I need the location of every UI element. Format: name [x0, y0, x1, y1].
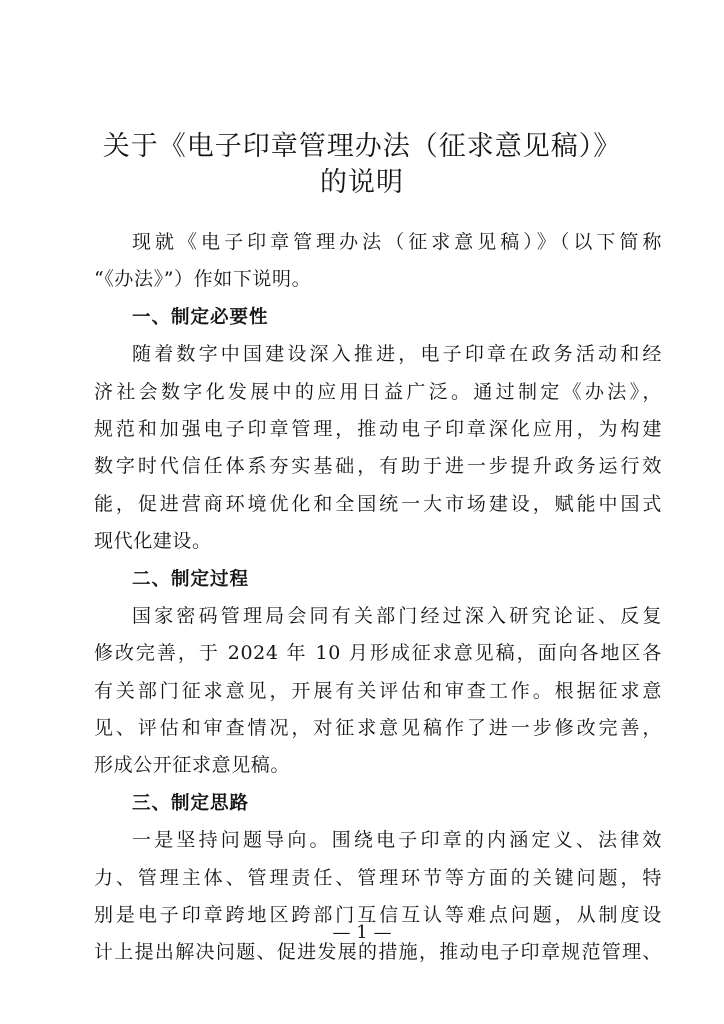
paragraph-line: 现代化建设。 [94, 530, 212, 553]
section-heading: 三、制定思路 [132, 792, 250, 814]
paragraph-line: 别是电子印章跨地区跨部门互信互认等难点问题，从制度设 [94, 904, 662, 927]
paragraph-line: 随着数字中国建设深入推进，电子印章在政务活动和经 [132, 343, 662, 366]
document-body [94, 224, 662, 972]
paragraph-line: 形成公开征求意见稿。 [94, 754, 291, 777]
paragraph-line: 计上提出解决问题、促进发展的措施，推动电子印章规范管理、 [94, 941, 662, 964]
document-title-line-1: 关于《电子印章管理办法（征求意见稿）》 [102, 131, 622, 162]
paragraph-line: 有关部门征求意见，开展有关评估和审查工作。根据征求意 [94, 679, 662, 702]
paragraph-line: 一是坚持问题导向。围绕电子印章的内涵定义、法律效 [132, 829, 662, 852]
intro-line: 现就《电子印章管理办法（征求意见稿）》（以下简称 [132, 231, 662, 253]
page-number: — 1 — [332, 922, 392, 943]
paragraph-line: 济社会数字化发展中的应用日益广泛。通过制定《办法》， [94, 380, 662, 403]
paragraph-line: 见、评估和审查情况，对征求意见稿作了进一步修改完善， [94, 717, 662, 740]
intro-line: “《办法》”）作如下说明。 [94, 268, 312, 291]
paragraph-line: 数字时代信任体系夯实基础，有助于进一步提升政务运行效 [94, 455, 662, 478]
paragraph-line: 能，促进营商环境优化和全国统一大市场建设，赋能中国式 [94, 492, 662, 515]
section-heading: 一、制定必要性 [132, 306, 269, 328]
paragraph-line: 国家密码管理局会同有关部门经过深入研究论证、反复 [132, 604, 662, 627]
paragraph-line: 规范和加强电子印章管理，推动电子印章深化应用，为构建 [94, 417, 662, 440]
paragraph-line: 修改完善，于 2024 年 10 月形成征求意见稿，面向各地区各 [94, 642, 662, 665]
section-heading: 二、制定过程 [132, 568, 250, 590]
paragraph-line: 力、管理主体、管理责任、管理环节等方面的关键问题，特 [94, 866, 662, 889]
document-title-line-2: 的说明 [320, 167, 404, 198]
